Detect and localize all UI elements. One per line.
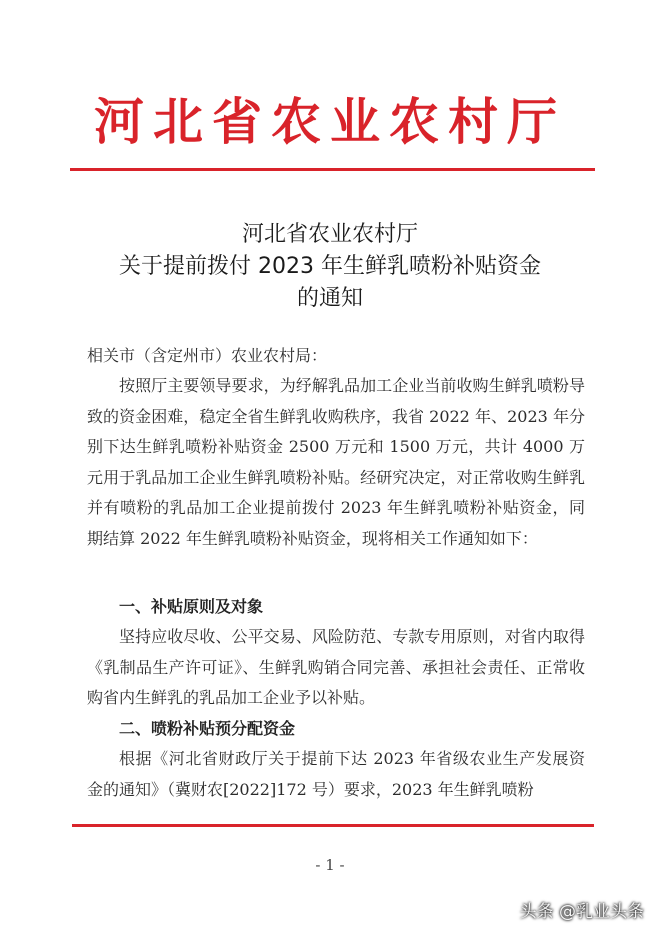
page-number: - 1 - xyxy=(315,856,345,874)
doc-title-line2: 关于提前拨付 2023 年生鲜乳喷粉补贴资金 xyxy=(119,254,541,279)
section-heading-1: 一、补贴原则及对象 xyxy=(119,597,264,616)
section-heading-2: 二、喷粉补贴预分配资金 xyxy=(119,719,296,738)
body-paragraph-1: 按照厅主要领导要求，为纾解乳品加工企业当前收购生鲜乳喷粉导致的资金困难，稳定全省生鲜乳收购秩序，我省 2022 年、2023 年分别下达生鲜乳喷粉补贴资金 2500 万元和 1500 万元，共计 4000 万元用于乳品加工企业生鲜乳喷粉补贴。经研究决定，对正常收购生鲜乳并有喷粉的乳品加工企业提前拨付 2023 年生鲜乳喷粉补贴资金，同期结算 2022 年生鲜乳喷粉补贴资金，现将相关工作通知如下： xyxy=(87,376,585,548)
doc-title-line3: 的通知 xyxy=(296,286,363,311)
footer-red-rule xyxy=(72,824,594,827)
salutation: 相关市（含定州市）农业农村局： xyxy=(87,346,328,365)
doc-title-line1: 河北省农业农村厅 xyxy=(241,222,418,247)
source-watermark: 头条 @乳业头条 xyxy=(519,902,644,922)
masthead-red-rule xyxy=(70,168,595,171)
masthead-title: 河北省农业农村厅 xyxy=(94,93,566,151)
body-paragraph-2: 坚持应收尽收、公平交易、风险防范、专款专用原则，对省内取得《乳制品生产许可证》、生鲜乳购销合同完善、承担社会责任、正常收购省内生鲜乳的乳品加工企业予以补贴。 xyxy=(87,627,585,707)
body-paragraph-3: 根据《河北省财政厅关于提前下达 2023 年省级农业生产发展资金的通知》（冀财农[2022]172 号）要求，2023 年生鲜乳喷粉 xyxy=(87,749,585,799)
